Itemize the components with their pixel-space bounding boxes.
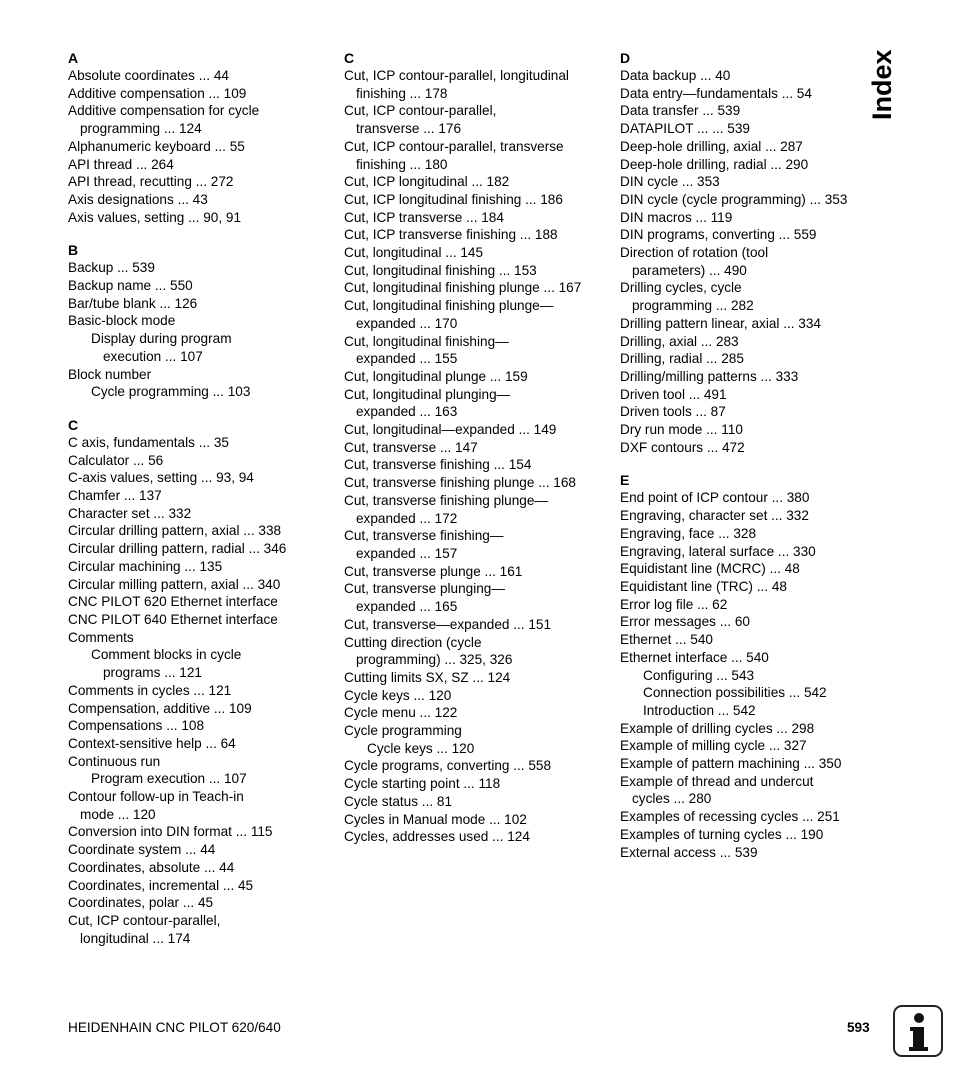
entry-text: DIN programs, converting ... 559: [620, 227, 817, 243]
entry-text: Deep-hole drilling, radial ... 290: [620, 156, 809, 172]
entry-text: Bar/tube blank ... 126: [68, 295, 198, 311]
entry-text: Coordinate system ... 44: [68, 842, 216, 858]
entry-text: Drilling, radial ... 285: [620, 351, 744, 367]
entry-text: Drilling cycles, cycle: [620, 280, 742, 296]
entry-text: Cut, longitudinal finishing—: [344, 333, 509, 349]
index-subentry: [68, 383, 338, 401]
index-entry: [620, 578, 890, 596]
index-entry: [68, 469, 338, 487]
entry-text: Absolute coordinates ... 44: [68, 68, 229, 83]
index-entry: [620, 156, 890, 174]
section-letter: C: [344, 50, 355, 66]
entry-text: Cycle programs, converting ... 558: [344, 758, 552, 774]
entry-text: Introduction ... 542: [643, 702, 756, 718]
entry-text: End point of ICP contour ... 380: [620, 490, 810, 506]
index-section-b: [68, 241, 338, 401]
index-entry: [620, 720, 890, 738]
index-subentry: [68, 330, 338, 365]
entry-text: Circular drilling pattern, radial ... 346: [68, 541, 287, 557]
index-entry: [620, 350, 890, 368]
entry-text: Additive compensation ... 109: [68, 85, 247, 101]
entry-text: Cycle programming: [344, 723, 462, 739]
index-entry: [68, 102, 338, 137]
index-entry: [68, 788, 338, 823]
index-entry: [344, 722, 614, 740]
index-entry: [620, 649, 890, 667]
index-entry: [68, 259, 338, 277]
entry-text: API thread, recutting ... 272: [68, 174, 234, 190]
index-entry: [68, 85, 338, 103]
index-column-3: [620, 49, 890, 876]
index-entry: [68, 452, 338, 470]
entry-text: Cycles, addresses used ... 124: [344, 829, 530, 845]
index-entry: [620, 403, 890, 421]
index-entry: [620, 85, 890, 103]
index-entry: [68, 540, 338, 558]
section-letter: B: [68, 242, 79, 259]
entry-text: Engraving, face ... 328: [620, 525, 757, 541]
index-entry: [620, 525, 890, 543]
entry-text: Cut, ICP contour-parallel, longitudinal: [344, 68, 569, 83]
entry-continuation: expanded ... 155: [356, 351, 458, 367]
index-section-e: [620, 471, 890, 861]
entry-text: External access ... 539: [620, 844, 758, 860]
entry-text: Cycle starting point ... 118: [344, 776, 501, 792]
entry-text: Backup ... 539: [68, 260, 155, 276]
entry-text: Cut, ICP longitudinal finishing ... 186: [344, 191, 563, 207]
index-entry: [344, 386, 614, 421]
index-subentry: [620, 667, 890, 685]
entry-continuation: programming) ... 325, 326: [356, 652, 513, 668]
index-entry: [344, 333, 614, 368]
entry-text: Cut, transverse plunging—: [344, 581, 505, 597]
entry-continuation: programming ... 282: [632, 298, 754, 314]
entry-text: Contour follow-up in Teach-in: [68, 789, 244, 805]
index-entry: [620, 596, 890, 614]
entry-text: CNC PILOT 620 Ethernet interface: [68, 594, 278, 610]
entry-text: Connection possibilities ... 542: [643, 685, 827, 701]
index-entry: [344, 775, 614, 793]
index-entry: [68, 629, 338, 647]
entry-text: C axis, fundamentals ... 35: [68, 434, 229, 450]
entry-text: Cut, longitudinal finishing plunge ... 167: [344, 280, 582, 296]
index-column-2: [344, 49, 614, 861]
index-entry: [620, 368, 890, 386]
index-entry: [344, 102, 614, 137]
entry-text: Cut, transverse finishing plunge—: [344, 492, 549, 508]
entry-text: Comment blocks in cycle: [91, 647, 242, 663]
entry-text: Cut, longitudinal ... 145: [344, 245, 484, 261]
index-entry: [344, 67, 614, 102]
entry-text: Cut, longitudinal plunge ... 159: [344, 368, 528, 384]
index-section-d: [620, 49, 890, 456]
entry-text: Drilling, axial ... 283: [620, 333, 739, 349]
index-entry: [620, 173, 890, 191]
entry-text: Drilling/milling patterns ... 333: [620, 368, 799, 384]
entry-text: Conversion into DIN format ... 115: [68, 824, 273, 840]
entry-text: Cutting direction (cycle: [344, 634, 482, 650]
entry-text: Cycle status ... 81: [344, 793, 453, 809]
entry-text: DATAPILOT ... ... 539: [620, 121, 750, 137]
index-entry: [344, 492, 614, 527]
entry-text: Example of milling cycle ... 327: [620, 738, 807, 754]
index-entry: [620, 826, 890, 844]
index-entry: [620, 226, 890, 244]
entry-text: Cut, longitudinal plunging—: [344, 386, 511, 402]
section-letter: E: [620, 472, 630, 489]
entry-text: Backup name ... 550: [68, 278, 193, 294]
entry-text: Cut, transverse ... 147: [344, 439, 478, 455]
index-section-a: [68, 49, 338, 226]
entry-continuation: expanded ... 165: [356, 599, 458, 615]
index-entry: [344, 138, 614, 173]
entry-text: Cut, transverse finishing—: [344, 528, 504, 544]
index-entry: [68, 558, 338, 576]
index-entry: [344, 262, 614, 280]
entry-text: Cycle keys ... 120: [367, 740, 475, 756]
entry-text: Examples of turning cycles ... 190: [620, 826, 824, 842]
index-section-c: [344, 49, 614, 846]
index-entry: [620, 755, 890, 773]
entry-continuation: longitudinal ... 174: [80, 930, 191, 946]
entry-text: Axis designations ... 43: [68, 191, 208, 207]
entry-text: Cutting limits SX, SZ ... 124: [344, 669, 511, 685]
entry-text: Cut, ICP contour-parallel,: [344, 103, 497, 119]
index-entry: [620, 386, 890, 404]
index-entry: [620, 120, 890, 138]
index-entry: [68, 522, 338, 540]
info-icon: [893, 1005, 943, 1057]
entry-text: Cycle menu ... 122: [344, 705, 458, 721]
entry-text: Cut, ICP contour-parallel,: [68, 912, 221, 928]
entry-continuation: expanded ... 172: [356, 510, 458, 526]
entry-continuation: parameters) ... 490: [632, 262, 747, 278]
footer-title: HEIDENHAIN CNC PILOT 620/640: [68, 1020, 281, 1035]
index-entry: [620, 421, 890, 439]
index-entry: [68, 823, 338, 841]
entry-text: Examples of recessing cycles ... 251: [620, 809, 840, 825]
entry-text: Configuring ... 543: [643, 667, 755, 683]
entry-continuation: expanded ... 163: [356, 404, 458, 420]
index-entry: [68, 682, 338, 700]
index-entry: [344, 173, 614, 191]
entry-text: Basic-block mode: [68, 313, 176, 329]
entry-text: Cut, transverse finishing ... 154: [344, 457, 532, 473]
index-entry: [344, 209, 614, 227]
entry-continuation: expanded ... 170: [356, 315, 458, 331]
entry-text: Equidistant line (MCRC) ... 48: [620, 561, 800, 577]
entry-text: Comments: [68, 629, 134, 645]
index-entry: [68, 295, 338, 313]
index-entry: [344, 669, 614, 687]
entry-text: Coordinates, polar ... 45: [68, 895, 214, 911]
index-entry: [620, 315, 890, 333]
entry-text: Cut, ICP contour-parallel, transverse: [344, 138, 564, 154]
index-entry: [620, 773, 890, 808]
entry-text: Coordinates, incremental ... 45: [68, 877, 254, 893]
index-entry: [620, 138, 890, 156]
index-entry: [344, 527, 614, 562]
index-entry: [68, 138, 338, 156]
index-entry: [68, 505, 338, 523]
index-entry: [620, 67, 890, 85]
index-entry: [344, 687, 614, 705]
entry-text: DXF contours ... 472: [620, 439, 745, 455]
entry-text: Program execution ... 107: [91, 771, 247, 787]
index-entry: [620, 489, 890, 507]
entry-text: Character set ... 332: [68, 505, 192, 521]
entry-text: Cycles in Manual mode ... 102: [344, 811, 527, 827]
index-entry: [68, 841, 338, 859]
entry-text: Axis values, setting ... 90, 91: [68, 209, 242, 225]
entry-text: Ethernet interface ... 540: [620, 649, 769, 665]
index-entry: [68, 173, 338, 191]
entry-text: Deep-hole drilling, axial ... 287: [620, 138, 803, 154]
entry-continuation: programming ... 124: [80, 121, 202, 137]
entry-text: Cut, transverse finishing plunge ... 168: [344, 475, 576, 491]
index-column-1: [68, 49, 338, 962]
index-entry: [68, 894, 338, 912]
entry-text: Circular milling pattern, axial ... 340: [68, 576, 281, 592]
entry-text: Drilling pattern linear, axial ... 334: [620, 315, 821, 331]
index-subentry: [68, 646, 338, 681]
entry-text: Alphanumeric keyboard ... 55: [68, 138, 245, 154]
entry-text: Cut, transverse plunge ... 161: [344, 563, 523, 579]
index-entry: [620, 631, 890, 649]
entry-text: Compensations ... 108: [68, 718, 205, 734]
section-letter: D: [620, 50, 631, 66]
section-letter: C: [68, 416, 79, 433]
index-section-c: [68, 416, 338, 947]
entry-text: Data entry—fundamentals ... 54: [620, 85, 812, 101]
index-entry: [620, 191, 890, 209]
index-entry: [344, 279, 614, 297]
entry-continuation: execution ... 107: [103, 348, 203, 364]
index-entry: [344, 244, 614, 262]
index-subentry: [68, 770, 338, 788]
entry-text: Circular machining ... 135: [68, 558, 223, 574]
entry-continuation: finishing ... 180: [356, 156, 448, 172]
index-entry: [620, 543, 890, 561]
index-side-title: Index: [867, 49, 897, 120]
index-entry: [344, 439, 614, 457]
index-entry: [344, 368, 614, 386]
index-entry: [68, 753, 338, 771]
index-entry: [68, 912, 338, 947]
index-entry: [344, 580, 614, 615]
entry-text: Dry run mode ... 110: [620, 422, 743, 438]
index-entry: [68, 434, 338, 452]
index-entry: [68, 67, 338, 85]
index-entry: [344, 757, 614, 775]
entry-text: Compensation, additive ... 109: [68, 700, 252, 716]
index-entry: [68, 312, 338, 330]
section-letter: A: [68, 50, 79, 66]
index-entry: [620, 844, 890, 862]
index-entry: [620, 737, 890, 755]
entry-continuation: programs ... 121: [103, 665, 202, 681]
entry-text: Example of thread and undercut: [620, 773, 814, 789]
index-entry: [344, 793, 614, 811]
entry-text: Cut, ICP transverse ... 184: [344, 209, 504, 225]
entry-text: Error log file ... 62: [620, 596, 728, 612]
index-entry: [620, 808, 890, 826]
index-entry: [68, 700, 338, 718]
index-entry: [344, 297, 614, 332]
entry-text: Ethernet ... 540: [620, 632, 713, 648]
entry-text: Chamfer ... 137: [68, 488, 162, 504]
entry-text: Cut, longitudinal finishing ... 153: [344, 262, 537, 278]
entry-text: Block number: [68, 366, 152, 382]
entry-text: Cut, transverse—expanded ... 151: [344, 616, 552, 632]
entry-text: Data transfer ... 539: [620, 103, 741, 119]
entry-text: Cut, ICP longitudinal ... 182: [344, 174, 510, 190]
index-entry: [620, 209, 890, 227]
entry-text: Additive compensation for cycle: [68, 103, 260, 119]
entry-text: Equidistant line (TRC) ... 48: [620, 578, 787, 594]
index-entry: [68, 209, 338, 227]
index-entry: [68, 735, 338, 753]
index-entry: [344, 474, 614, 492]
entry-text: Engraving, character set ... 332: [620, 508, 809, 524]
entry-text: DIN cycle (cycle programming) ... 353: [620, 191, 848, 207]
entry-text: Display during program: [91, 331, 232, 347]
index-entry: [344, 634, 614, 669]
entry-continuation: expanded ... 157: [356, 545, 458, 561]
index-entry: [344, 563, 614, 581]
entry-text: CNC PILOT 640 Ethernet interface: [68, 611, 278, 627]
index-entry: [68, 859, 338, 877]
entry-text: Driven tool ... 491: [620, 386, 727, 402]
index-entry: [344, 456, 614, 474]
entry-text: Cycle programming ... 103: [91, 384, 251, 400]
index-entry: [344, 191, 614, 209]
index-entry: [620, 613, 890, 631]
index-entry: [620, 244, 890, 279]
entry-text: DIN cycle ... 353: [620, 174, 720, 190]
entry-continuation: finishing ... 178: [356, 85, 448, 101]
entry-text: C-axis values, setting ... 93, 94: [68, 470, 254, 486]
entry-text: Driven tools ... 87: [620, 404, 726, 420]
index-entry: [344, 421, 614, 439]
index-entry: [68, 611, 338, 629]
index-entry: [344, 704, 614, 722]
index-subentry: [344, 740, 614, 758]
index-entry: [68, 593, 338, 611]
entry-text: Cut, longitudinal—expanded ... 149: [344, 422, 557, 438]
entry-continuation: mode ... 120: [80, 806, 156, 822]
index-entry: [344, 811, 614, 829]
entry-text: Cut, longitudinal finishing plunge—: [344, 298, 554, 314]
page-number: 593: [847, 1020, 870, 1035]
index-entry: [620, 333, 890, 351]
index-entry: [68, 366, 338, 384]
index-entry: [68, 877, 338, 895]
entry-text: Example of pattern machining ... 350: [620, 756, 842, 772]
index-subentry: [620, 684, 890, 702]
entry-text: Cycle keys ... 120: [344, 687, 452, 703]
index-entry: [620, 439, 890, 457]
index-entry: [620, 279, 890, 314]
entry-text: Calculator ... 56: [68, 452, 164, 468]
index-entry: [68, 191, 338, 209]
entry-text: Cut, ICP transverse finishing ... 188: [344, 227, 558, 243]
entry-text: Error messages ... 60: [620, 614, 750, 630]
entry-text: Direction of rotation (tool: [620, 245, 769, 261]
entry-text: API thread ... 264: [68, 156, 174, 172]
index-entry: [68, 717, 338, 735]
index-entry: [620, 102, 890, 120]
index-entry: [620, 507, 890, 525]
entry-continuation: cycles ... 280: [632, 791, 712, 807]
index-entry: [68, 277, 338, 295]
index-entry: [344, 616, 614, 634]
index-entry: [68, 156, 338, 174]
index-entry: [68, 576, 338, 594]
index-entry: [344, 226, 614, 244]
entry-text: Comments in cycles ... 121: [68, 682, 232, 698]
entry-text: Data backup ... 40: [620, 68, 731, 83]
index-entry: [344, 828, 614, 846]
entry-text: DIN macros ... 119: [620, 209, 733, 225]
entry-text: Continuous run: [68, 753, 161, 769]
entry-text: Example of drilling cycles ... 298: [620, 720, 815, 736]
entry-text: Context-sensitive help ... 64: [68, 735, 236, 751]
index-subentry: [620, 702, 890, 720]
index-entry: [68, 487, 338, 505]
entry-text: Coordinates, absolute ... 44: [68, 859, 235, 875]
entry-text: Engraving, lateral surface ... 330: [620, 543, 816, 559]
index-entry: [620, 560, 890, 578]
entry-text: Circular drilling pattern, axial ... 338: [68, 523, 282, 539]
entry-continuation: transverse ... 176: [356, 121, 462, 137]
